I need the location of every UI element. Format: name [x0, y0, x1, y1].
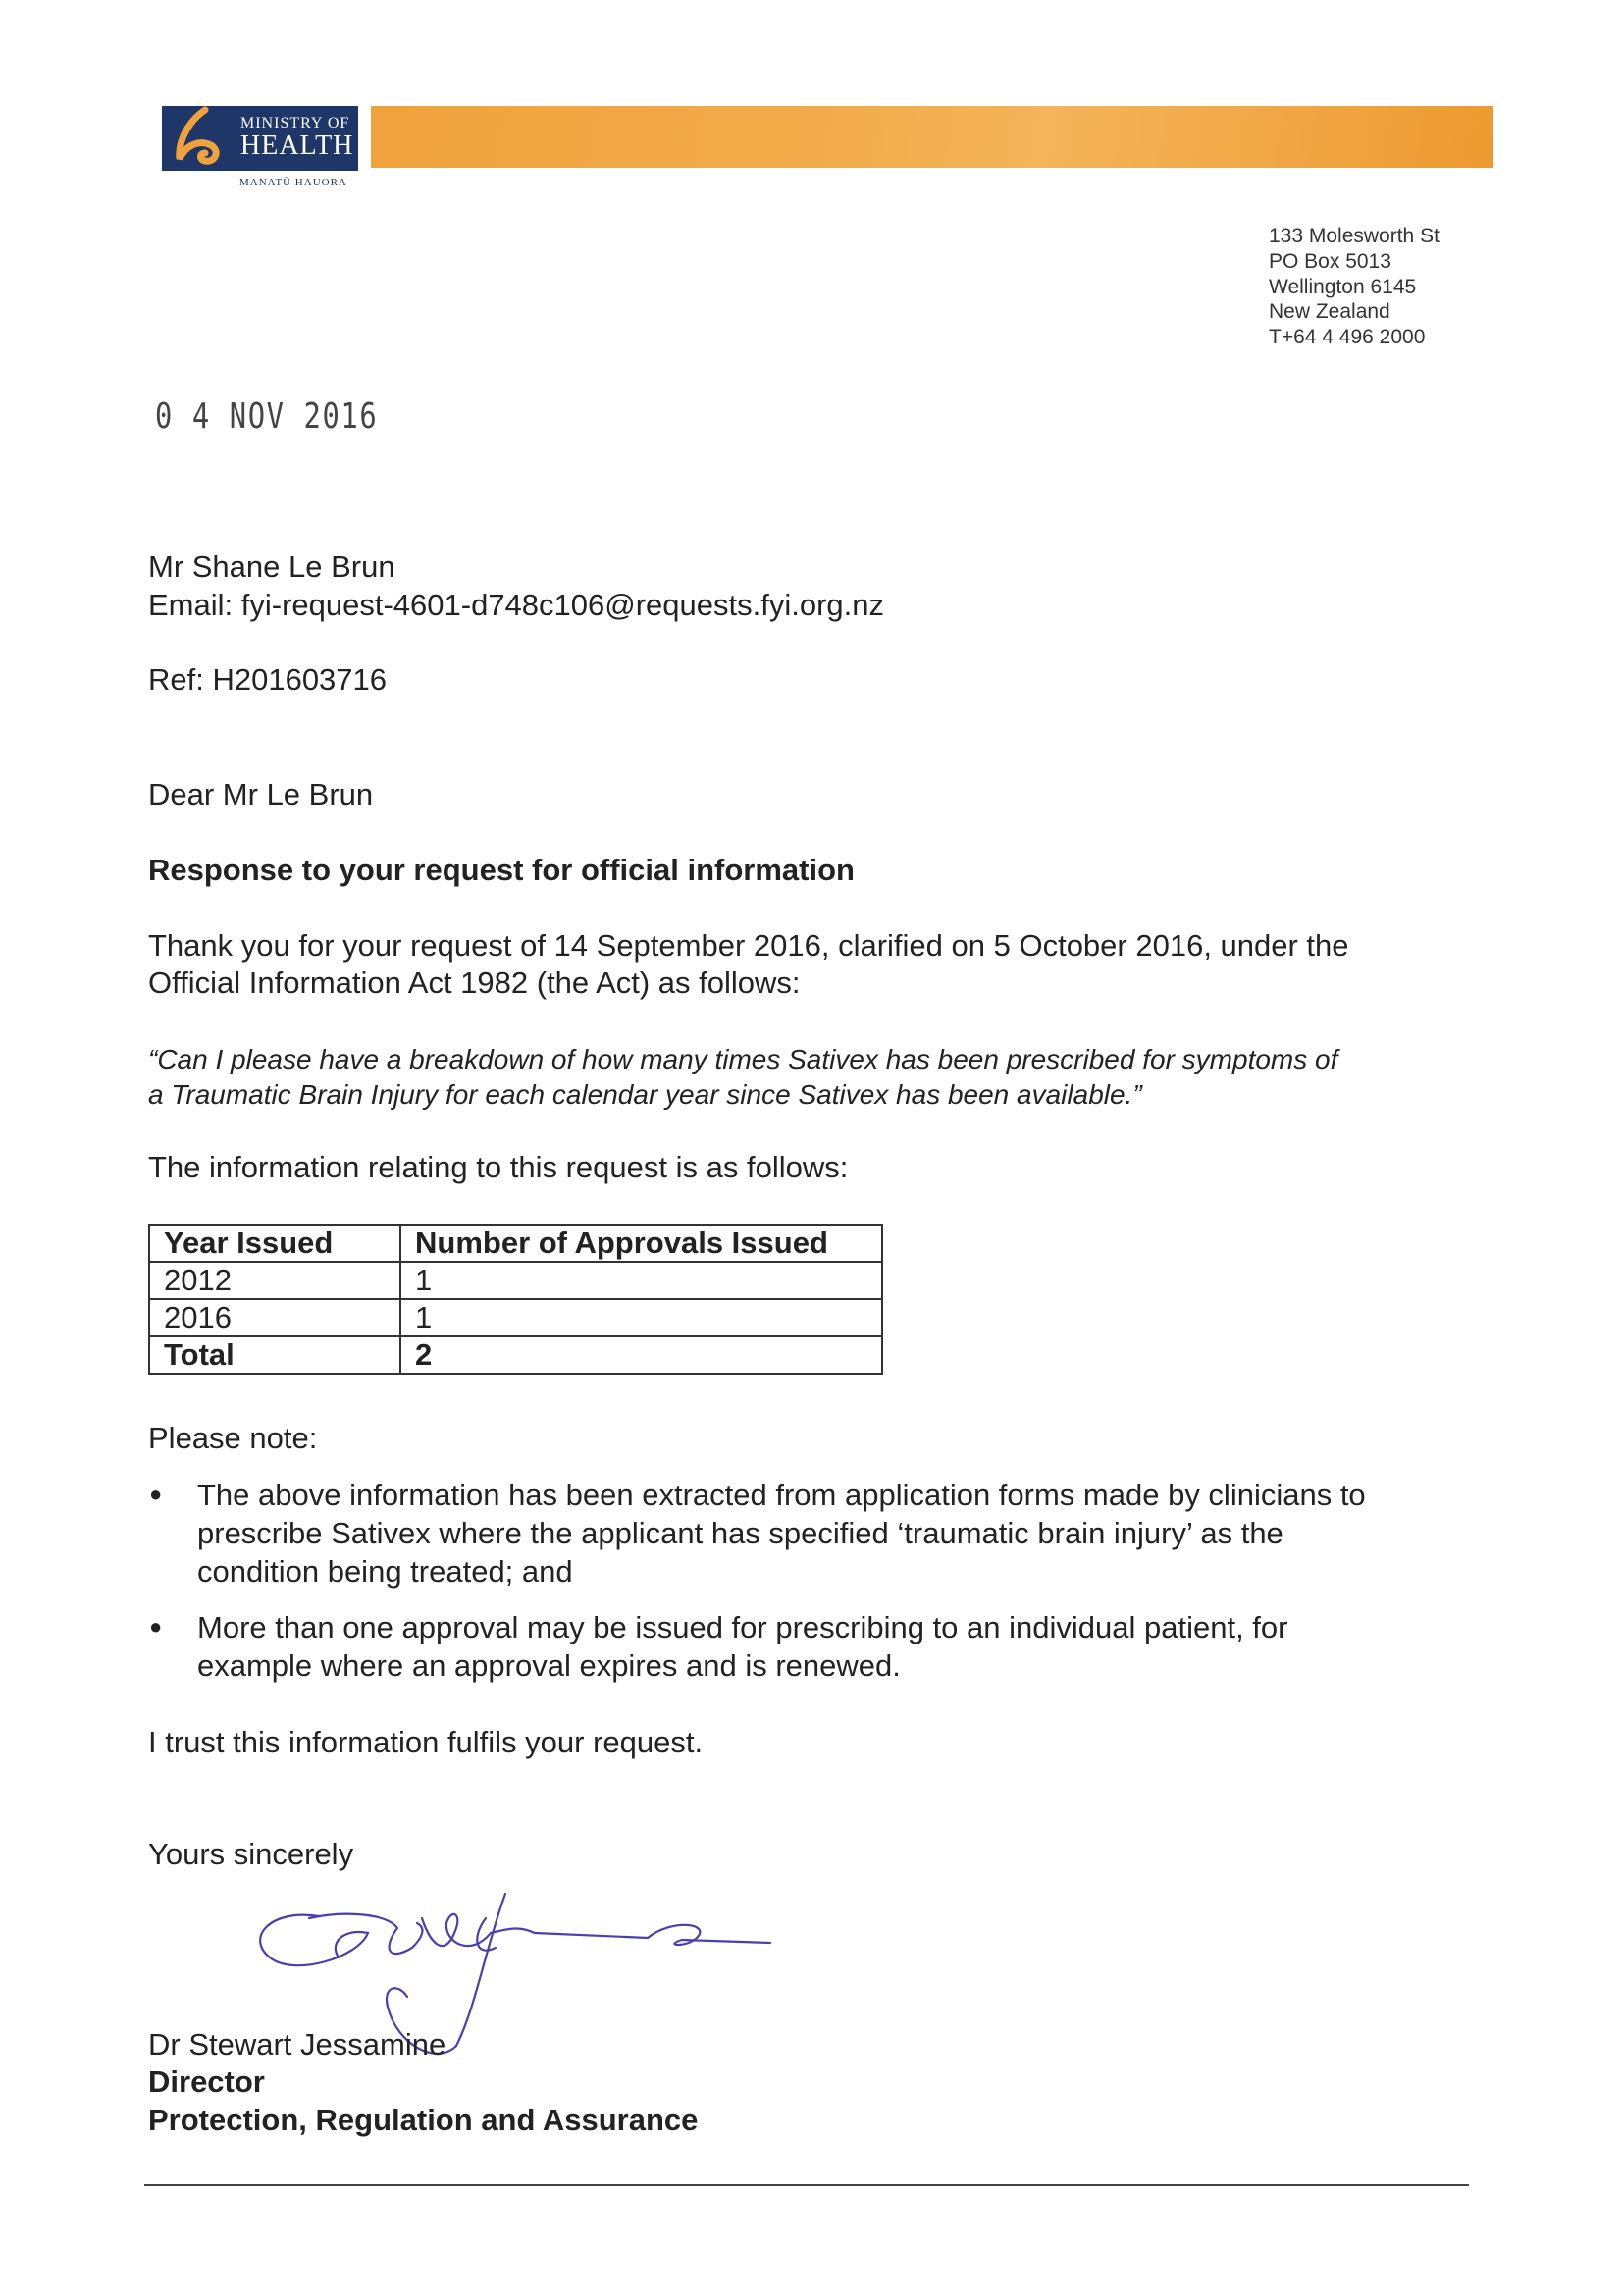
signatory-unit: Protection, Regulation and Assurance — [148, 2103, 699, 2137]
address-line: T+64 4 496 2000 — [1269, 326, 1426, 348]
table-header-row — [149, 1225, 882, 1262]
bullet-line: The above information has been extracted from application forms made by clinicians to — [197, 1478, 1366, 1512]
recipient-name: Mr Shane Le Brun — [148, 549, 395, 584]
logo-text-health: HEALTH — [240, 130, 354, 161]
intro-line: Official Information Act 1982 (the Act) as follows: — [148, 965, 801, 1000]
table-row — [149, 1299, 882, 1336]
year-cell: 2012 — [149, 1262, 400, 1299]
logo-text-ministry: MINISTRY OF — [240, 115, 350, 131]
signatory-title: Director — [148, 2064, 265, 2099]
column-header: Number of Approvals Issued — [400, 1225, 882, 1262]
bullet-line: condition being treated; and — [197, 1554, 573, 1589]
salutation: Dear Mr Le Brun — [148, 777, 374, 811]
address-line: New Zealand — [1269, 300, 1390, 323]
signatory-name: Dr Stewart Jessamine — [148, 2027, 446, 2061]
footer-divider — [144, 2184, 1469, 2186]
koru-icon — [166, 106, 235, 171]
approvals-table — [148, 1224, 883, 1375]
table-row — [149, 1262, 882, 1299]
count-cell: 1 — [400, 1262, 882, 1299]
address-line: PO Box 5013 — [1269, 250, 1391, 273]
column-header: Year Issued — [149, 1225, 400, 1262]
date-stamp: 0 4 NOV 2016 — [155, 396, 379, 437]
address-line: 133 Molesworth St — [1269, 225, 1440, 247]
signoff: Yours sincerely — [148, 1837, 354, 1871]
address-line: Wellington 6145 — [1269, 276, 1417, 298]
closing-line: I trust this information fulfils your request. — [148, 1725, 704, 1759]
request-quote-line: “Can I please have a breakdown of how many times Sativex has been prescribed for symptoms of — [148, 1044, 1338, 1074]
ministry-of-health-logo — [162, 106, 358, 171]
count-cell: 1 — [400, 1299, 882, 1336]
bullet-line: More than one approval may be issued for prescribing to an individual patient, for — [197, 1610, 1288, 1644]
bullet-line: prescribe Sativex where the applicant has specified ‘traumatic brain injury’ as the — [197, 1516, 1283, 1550]
request-quote-line: a Traumatic Brain Injury for each calendar year since Sativex has been available.” — [148, 1079, 1142, 1110]
year-cell: 2016 — [149, 1299, 400, 1336]
header-banner — [371, 106, 1493, 168]
total-value: 2 — [400, 1336, 882, 1374]
recipient-email: Email: fyi-request-4601-d748c106@requests.fyi.org.nz — [148, 588, 885, 622]
bullet-icon: ● — [149, 1614, 163, 1639]
bullet-icon: ● — [149, 1482, 163, 1506]
note-heading: Please note: — [148, 1421, 318, 1455]
letter-heading: Response to your request for official information — [148, 853, 855, 887]
reference: Ref: H201603716 — [148, 662, 388, 697]
intro-line: Thank you for your request of 14 September 2016, clarified on 5 October 2016, under the — [148, 928, 1349, 963]
logo-subtitle: MANATŪ HAUORA — [239, 177, 347, 188]
table-total-row — [149, 1336, 882, 1374]
total-label: Total — [149, 1336, 400, 1374]
info-line: The information relating to this request is as follows: — [148, 1150, 849, 1184]
bullet-line: example where an approval expires and is renewed. — [197, 1648, 901, 1683]
